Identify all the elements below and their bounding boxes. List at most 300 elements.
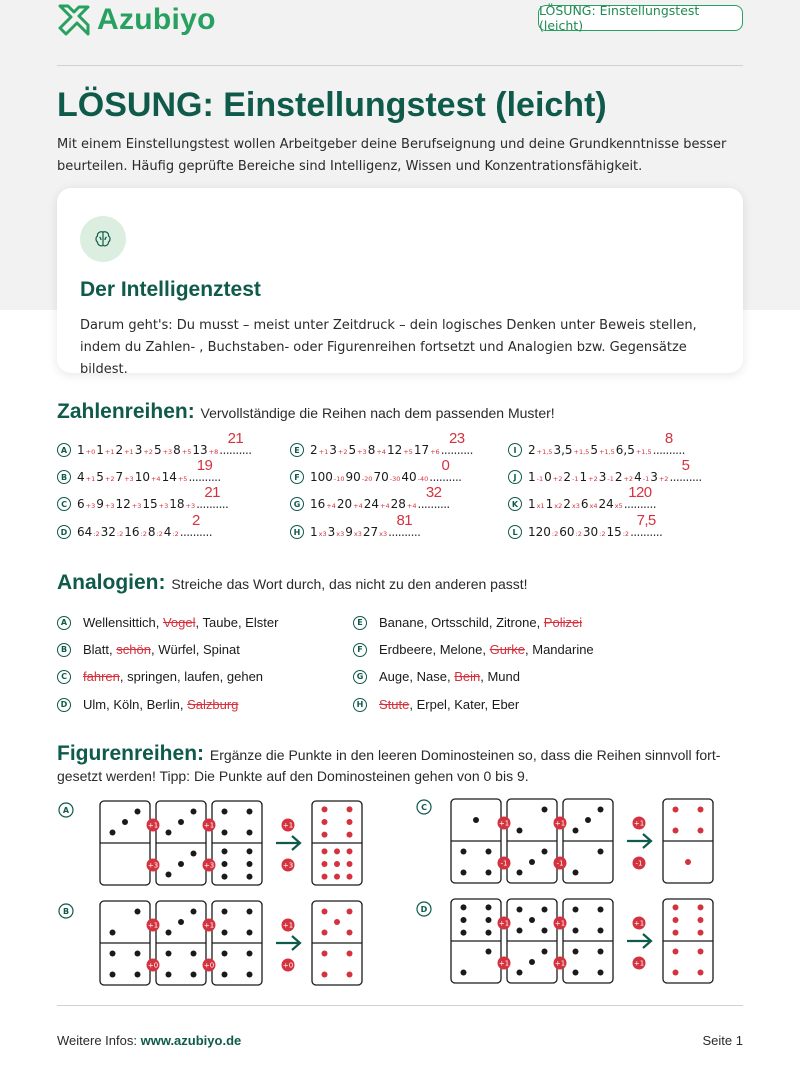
domino-pip [135,972,141,978]
domino-pip [178,919,184,925]
domino-pip [529,959,535,965]
series-operator: -1 [642,475,650,483]
series-number: 40 [401,470,417,484]
analogy-word: Zitrone [496,615,537,630]
series-number: 1 [96,443,104,457]
series-number: 20 [336,497,353,511]
series-number: 2 [115,443,124,457]
series-operator: x2 [554,502,563,510]
series-number: 0 [544,470,552,484]
series-operator: -30 [389,475,401,483]
series-number: 16 [310,497,326,511]
analogy-letter: A [57,616,71,630]
series-number: 12 [115,497,131,511]
operator-label: +3 [282,861,294,870]
analogy-letter: E [353,616,367,630]
analogy-letter: G [353,670,367,684]
struck-word: Vogel [162,615,196,630]
answer-blank: .......... 7,5 [630,512,663,539]
series-number: 17 [413,443,430,457]
answer-pip [673,949,679,955]
series-number: 8 [173,443,181,457]
domino-pip [529,859,535,865]
series-number: 3 [329,443,337,457]
domino-pip [517,970,523,976]
series-number: 14 [161,470,177,484]
page-number: Seite 1 [702,1033,743,1048]
answer-pip [673,828,679,834]
series-letter: K [508,497,522,511]
domino-pip [222,874,228,880]
operator-label: -1 [556,859,564,868]
answer-pip [334,874,340,880]
series-operator: +2 [104,475,115,483]
analogy-letter: C [57,670,71,684]
series-operator: x3 [318,530,327,538]
series-operator: +4 [353,502,363,510]
domino-pip [247,874,253,880]
series-operator: :2 [551,530,559,538]
analogy-words: Stute, Erpel, Kater, Eber [379,697,520,712]
domino-pip [461,904,467,910]
figure-letter: D [420,905,428,914]
series-operator: :2 [93,530,100,538]
series-number: 2 [563,470,571,484]
domino-pip [529,917,535,923]
series-operator: +1 [318,448,329,456]
answer-blank: .......... 21 [219,430,252,457]
series-letter: G [290,497,304,511]
analogy-word: Ulm [83,697,107,712]
domino-pip [486,870,492,876]
domino-pip [486,949,492,955]
domino-pip [110,951,116,957]
domino-pip [598,970,604,976]
series-number: 28 [390,497,406,511]
series-operator: +5 [181,448,192,456]
series-number: 4 [634,470,642,484]
series-number: 15 [606,525,622,539]
analogy-words: Auge, Nase, Bein, Mund [379,669,520,684]
series-operator: x3 [336,530,345,538]
domino-pip [542,807,548,813]
series-number: 6 [580,497,589,511]
operator-label: +1 [554,959,566,968]
analogy-word: Mund [487,669,520,684]
domino-pip [573,907,579,913]
operator-label: +1 [633,919,645,928]
series-number: 1 [77,443,85,457]
answer-pip [347,909,353,915]
operator-label: -1 [500,859,508,868]
answer-pip [698,930,704,936]
arrow-icon [276,936,300,950]
domino-pip [585,817,591,823]
domino-pip [461,970,467,976]
series-number: 2 [563,497,571,511]
answer-blank: .......... 2 [179,512,212,539]
analogy-letter: B [57,643,71,657]
domino-pip [598,949,604,955]
analogy-words: Wellensittich, Vogel, Taube, Elster [83,615,279,630]
series-operator: +1,5 [635,448,652,456]
domino-pip [178,819,184,825]
analogy-word: Mandarine [532,642,594,657]
series-answer: 7,5 [636,512,656,529]
domino-pip [517,928,523,934]
struck-word: Stute [379,697,410,712]
operator-label: +3 [203,861,215,870]
series-operator: :2 [172,530,179,538]
series-operator: +2 [658,475,669,483]
series-number: 8 [147,525,156,539]
analogy-words: Banane, Ortsschild, Zitrone, Polizei [379,615,583,630]
series-number: 3 [598,470,607,484]
series-operator: +4 [150,475,161,483]
operator-label: +1 [554,919,566,928]
series-operator: +4 [380,502,390,510]
series-number: 8 [367,443,376,457]
domino-pip [598,928,604,934]
footer-divider [57,1005,743,1006]
analogy-letter: F [353,643,367,657]
series-answer: 19 [196,457,213,474]
domino-pip [222,972,228,978]
series-operator: +3 [104,502,115,510]
answer-pip [347,806,353,812]
domino-pip [191,909,197,915]
operator-label: +0 [147,961,159,970]
operator-label: +0 [203,961,215,970]
answer-blank: .......... 120 [623,484,656,511]
series-answer: 5 [681,457,690,474]
operator-label: +1 [147,821,159,830]
domino-pip [222,951,228,957]
answer-blank: .......... 0 [429,457,462,484]
operator-label: +1 [633,959,645,968]
answer-pip [673,904,679,910]
series-number: 70 [373,470,389,484]
series-operator: +2 [588,475,598,483]
series-operator: +2 [623,475,634,483]
domino-pip [542,949,548,955]
figurenreihen-subtitle-line1: Ergänze die Punkte in den leeren Dominosteinen so, dass die Reihen sinnvoll fort- [209,747,721,763]
struck-word: Salzburg [187,697,239,712]
analogy-word: Melone [439,642,483,657]
answer-pip [334,861,340,867]
answer-pip [347,832,353,838]
analogien-title: Analogien: [57,571,166,594]
series-number: 4 [77,470,85,484]
series-number: 60 [559,525,575,539]
series-number: 13 [192,443,208,457]
answer-pip [698,949,704,955]
footer-prefix: Weitere Infos: [57,1033,137,1048]
series-number: 9 [345,525,353,539]
domino-pip [542,928,548,934]
analogy-word: Kater [454,697,485,712]
analogy-letter: H [353,698,367,712]
series-operator: +4 [406,502,417,510]
domino-pip [191,951,197,957]
answer-pip [322,972,328,978]
operator-label: +0 [282,961,294,970]
operator-label: +1 [147,921,159,930]
figure-letter: C [421,803,427,812]
analogy-letter: D [57,698,71,712]
domino-pip [542,849,548,855]
series-operator: +1 [124,448,134,456]
domino-pip [573,970,579,976]
answer-pip [322,951,328,957]
domino-pip [461,930,467,936]
series-operator: -1 [607,475,614,483]
series-number: 12 [386,443,403,457]
operator-label: +1 [633,819,645,828]
domino-pip [461,917,467,923]
series-number: 3 [650,470,658,484]
series-operator: +3 [124,475,134,483]
domino-pip [486,917,492,923]
analogien-subtitle: Streiche das Wort durch, das nicht zu den anderen passt! [171,576,528,592]
series-number: 4 [163,525,172,539]
answer-pip [673,970,679,976]
series-operator: +3 [131,502,142,510]
card-text: Darum geht's: Du musst – meist unter Zeitdruck – dein logisches Denken unter Beweis stellen, indem du Zahlen- , Buchstaben- oder Figurenreihen fortsetzt und Analogien bzw. Gegensätze bildest. [80,318,697,377]
analogy-words: Erdbeere, Melone, Gurke, Mandarine [379,642,594,657]
series-answer: 32 [425,484,442,501]
series-number: 9 [96,497,104,511]
series-operator: -10 [333,475,345,483]
series-number: 5 [590,443,598,457]
operator-label: +1 [203,921,215,930]
series-operator: +2 [143,448,153,456]
operator-label: +3 [147,861,159,870]
arrow-icon [627,934,651,948]
answer-pip [347,930,353,936]
footer-link[interactable]: www.azubiyo.de [140,1033,242,1048]
analogy-word: Nase [416,669,447,684]
answer-pip [334,848,340,854]
analogy-word: springen [127,669,177,684]
series-number: 5 [348,443,357,457]
series-number: 2 [528,443,536,457]
series-number: 6,5 [615,443,635,457]
analogy-word: Wellensittich [83,615,156,630]
domino-pip [247,861,253,867]
domino-pip [486,849,492,855]
analogy-words: Blatt, schön, Würfel, Spinat [83,642,240,657]
domino-pip [542,907,548,913]
answer-pip [322,861,328,867]
analogy-word: Erdbeere [379,642,433,657]
series-operator: x1 [536,502,545,510]
series-letter: H [290,525,304,539]
domino-pip [486,930,492,936]
series-operator: x3 [571,502,580,510]
series-number: 7 [115,470,124,484]
series-operator: x3 [353,530,362,538]
series-operator: -20 [361,475,373,483]
analogy-word: laufen [184,669,220,684]
analogy-word: Taube [202,615,238,630]
domino-pip [517,870,523,876]
series-operator: :2 [622,530,630,538]
series-number: 1 [579,470,588,484]
answer-blank: .......... 5 [669,457,702,484]
answer-pip [334,919,340,925]
series-operator: :2 [599,530,606,538]
struck-word: Bein [454,669,481,684]
intro-text: Mit einem Einstellungstest wollen Arbeitgeber deine Berufseignung und deine Grundkenntnisse besser beurteilen. Häufig geprüfte Bereiche sind Intelligenz, Wissen und Konzentrationsfähigkeit. [57,137,727,174]
zahlenreihen-title: Zahlenreihen: [57,400,195,423]
series-letter: I [508,443,522,457]
answer-pip [685,859,691,865]
domino-pip [247,809,253,815]
analogy-word: Berlin [146,697,180,712]
answer-pip [322,930,328,936]
series-number: 24 [363,497,380,511]
answer-pip [698,828,704,834]
domino-pip [517,907,523,913]
series-number: 18 [169,497,185,511]
footer-info [57,1033,241,1048]
answer-pip [322,874,328,880]
domino-pip [222,848,228,854]
series-number: 32 [100,525,116,539]
answer-pip [698,904,704,910]
series-answer: 21 [227,430,244,447]
series-operator: +0 [85,448,96,456]
series-operator: -40 [417,475,429,483]
series-number: 2 [614,470,623,484]
struck-word: fahren [83,669,120,684]
series-operator: +3 [158,502,169,510]
answer-pip [347,951,353,957]
answer-pip [698,970,704,976]
series-letter: A [57,443,71,457]
series-operator: +1 [104,448,115,456]
solution-badge: LÖSUNG: Einstellungstest (leicht) [538,5,743,31]
domino-pip [166,872,172,878]
series-operator: :2 [140,530,147,538]
operator-label: +1 [203,821,215,830]
domino-pip [222,930,228,936]
answer-pip [673,807,679,813]
domino-pip [222,809,228,815]
series-answer: 81 [396,512,412,529]
answer-blank: .......... 8 [652,430,685,457]
domino-pip [247,930,253,936]
series-operator: +8 [208,448,219,456]
series-operator: +4 [376,448,386,456]
operator-label: +1 [498,819,510,828]
operator-label: +1 [498,959,510,968]
series-operator: +5 [403,448,413,456]
series-number: 3 [134,443,143,457]
analogy-word: Eber [491,697,520,712]
series-letter: L [508,525,522,539]
analogy-words: Ulm, Köln, Berlin, Salzburg [83,697,239,712]
domino-pip [110,972,116,978]
domino-pip [247,848,253,854]
answer-pip [322,806,328,812]
logo-text: Azubiyo [97,3,216,36]
domino-pip [222,909,228,915]
series-number: 3 [327,525,336,539]
analogy-word: Spinat [202,642,240,657]
operator-label: +1 [282,921,294,930]
series-answer: 0 [441,457,450,474]
series-number: 16 [124,525,140,539]
series-operator: +2 [552,475,563,483]
domino-pip [222,861,228,867]
domino-pip [110,830,116,836]
answer-pip [347,848,353,854]
domino-pip [191,809,197,815]
domino-pip [166,830,172,836]
series-number: 15 [142,497,158,511]
operator-label: +1 [498,919,510,928]
answer-pip [322,909,328,915]
series-operator: :2 [116,530,124,538]
arrow-icon [276,836,300,850]
series-number: 1 [545,497,554,511]
series-operator: +6 [430,448,440,456]
operator-label: -1 [635,859,643,868]
answer-blank: .......... 21 [196,484,229,511]
page-title: LÖSUNG: Einstellungstest (leicht) [57,86,607,124]
domino-pip [598,849,604,855]
analogy-word: Elster [245,615,279,630]
domino-pip [110,930,116,936]
series-number: 90 [345,470,361,484]
figure-letter: A [62,806,70,815]
figurenreihen-title: Figurenreihen: [57,742,205,765]
domino-pip [166,972,172,978]
series-number: 27 [362,525,379,539]
series-number: 30 [582,525,599,539]
figurenreihen-subtitle-line2: gesetzt werden! Tipp: Die Punkte auf den Dominosteinen gehen von 0 bis 9. [57,768,529,784]
series-number: 100 [310,470,333,484]
answer-pip [698,807,704,813]
card-heading: Der Intelligenztest [80,278,261,301]
domino-pip [191,972,197,978]
domino-pip [473,817,479,823]
struck-word: Gurke [489,642,525,657]
operator-label: +1 [282,821,294,830]
series-operator: +1,5 [536,448,553,456]
struck-word: schön [116,642,151,657]
answer-pip [673,917,679,923]
series-number: 5 [96,470,104,484]
domino-pip [191,851,197,857]
series-letter: J [508,470,522,484]
series-operator: +1,5 [573,448,590,456]
series-number: 6 [77,497,85,511]
answer-pip [322,848,328,854]
zahlenreihen-subtitle: Vervollständige die Reihen nach dem passenden Muster! [200,405,555,421]
answer-pip [347,874,353,880]
series-number: 2 [310,443,318,457]
answer-pip [322,832,328,838]
series-operator: +3 [85,502,96,510]
analogy-word: Blatt [83,642,110,657]
domino-pip [135,951,141,957]
domino-pip [598,907,604,913]
domino-pip [517,828,523,834]
series-number: 10 [134,470,150,484]
